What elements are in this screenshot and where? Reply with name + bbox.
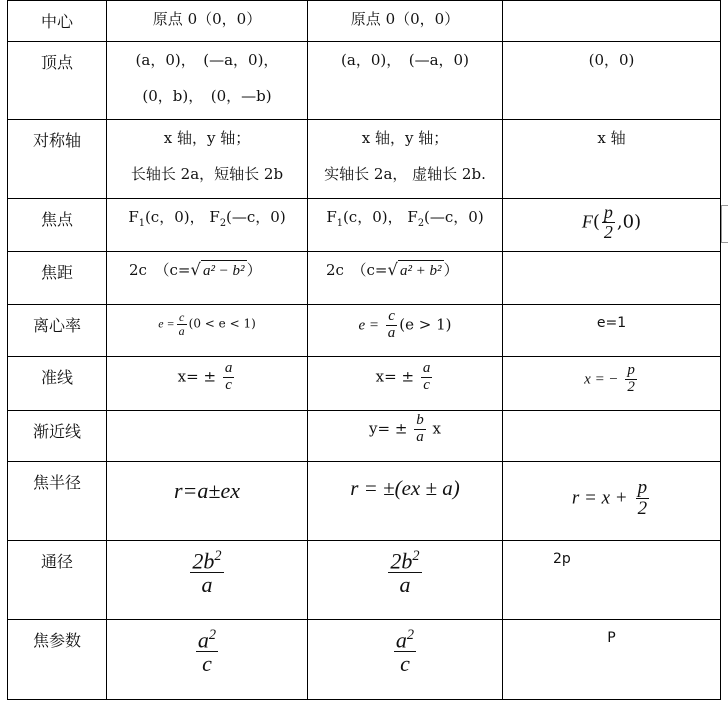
hyperbola-foci: $F_1(c$，0)， $F_2(—c$，0) [326,208,484,229]
ellipse-center: 原点 0（0，0） [152,10,262,28]
hyperbola-focal-parameter: $\frac{a^2}{c}$ [395,627,415,677]
conic-properties-table [7,0,721,700]
ellipse-vertex-line1: (a，0)， (—a，0)， [135,51,279,69]
hyperbola-axis-line1: x 轴，y 轴； [361,129,449,147]
row-label: 焦点 [8,199,107,252]
row-asymptote [8,411,721,462]
hyperbola-directrix: x= ± $\frac{a}{c}$ [375,360,431,393]
row-focal-radius [8,462,721,541]
ellipse-focal-distance: 2c （c=√ a² − b² ） [129,260,262,279]
hyperbola-focal-distance: 2c （c=√ a² + b² ） [326,260,459,279]
row-label: 准线 [8,357,107,411]
row-label: 通径 [8,541,107,620]
ellipse-directrix: x= ± $\frac{a}{c}$ [177,360,233,393]
ellipse-foci: $F_1(c$，0)， $F_2(—c$，0) [128,208,286,229]
parabola-eccentricity: e=1 [596,315,627,331]
row-focus [8,199,721,252]
row-vertex [8,42,721,120]
row-label: 离心率 [8,305,107,357]
row-label: 中心 [8,1,107,42]
ellipse-focal-radius: r=a±ex [173,478,240,503]
ellipse-eccentricity: e = $\frac{c}{a}$ (0 < e < 1) [158,310,256,338]
row-center [8,1,721,42]
row-label: 渐近线 [8,411,107,462]
row-directrix [8,357,721,411]
row-label: 焦参数 [8,620,107,700]
parabola-vertex: (0，0) [588,51,635,69]
parabola-focal-radius: r = x + $\frac{p}{2}$ [571,477,648,519]
ellipse-axis-line2: 长轴长 2a，短轴长 2b [130,165,284,183]
ellipse-focal-parameter: $\frac{a^2}{c}$ [197,627,217,677]
hyperbola-eccentricity: e = $\frac{c}{a}$ (e > 1) [358,308,452,341]
ellipse-latus-rectum: $\frac{2b^2}{a}$ [192,548,222,598]
row-label: 对称轴 [8,120,107,199]
row-label: 焦半径 [8,462,107,541]
ellipse-vertex-line2: (0，b)， (0，—b) [142,87,272,105]
row-axis [8,120,721,199]
row-focal-distance [8,252,721,305]
row-label: 焦距 [8,252,107,305]
parabola-center [503,1,720,9]
hyperbola-vertex: (a，0)， (—a，0) [341,51,469,69]
row-latus-rectum [8,541,721,620]
parabola-focal-parameter: P [607,630,616,646]
parabola-axis: x 轴 [597,129,626,147]
parabola-focus: F( $\frac{p}{2}$ ,0) [581,202,642,242]
hyperbola-axis-line2: 实轴长 2a， 虚轴长 2b. [324,165,486,183]
parabola-directrix: x = − $\frac{p}{2}$ [584,362,635,395]
parabola-latus-rectum: 2p [553,551,571,567]
page-edge-marker [721,205,728,243]
ellipse-axis-line1: x 轴，y 轴； [163,129,251,147]
row-label: 顶点 [8,42,107,120]
hyperbola-focal-radius: r = ±(ex ± a) [350,476,460,500]
hyperbola-latus-rectum: $\frac{2b^2}{a}$ [390,548,420,598]
hyperbola-asymptote: y= ± $\frac{b}{a}$ x [369,412,441,445]
row-eccentricity [8,305,721,357]
hyperbola-center: 原点 0（0，0） [350,10,460,28]
row-focal-parameter [8,620,721,700]
